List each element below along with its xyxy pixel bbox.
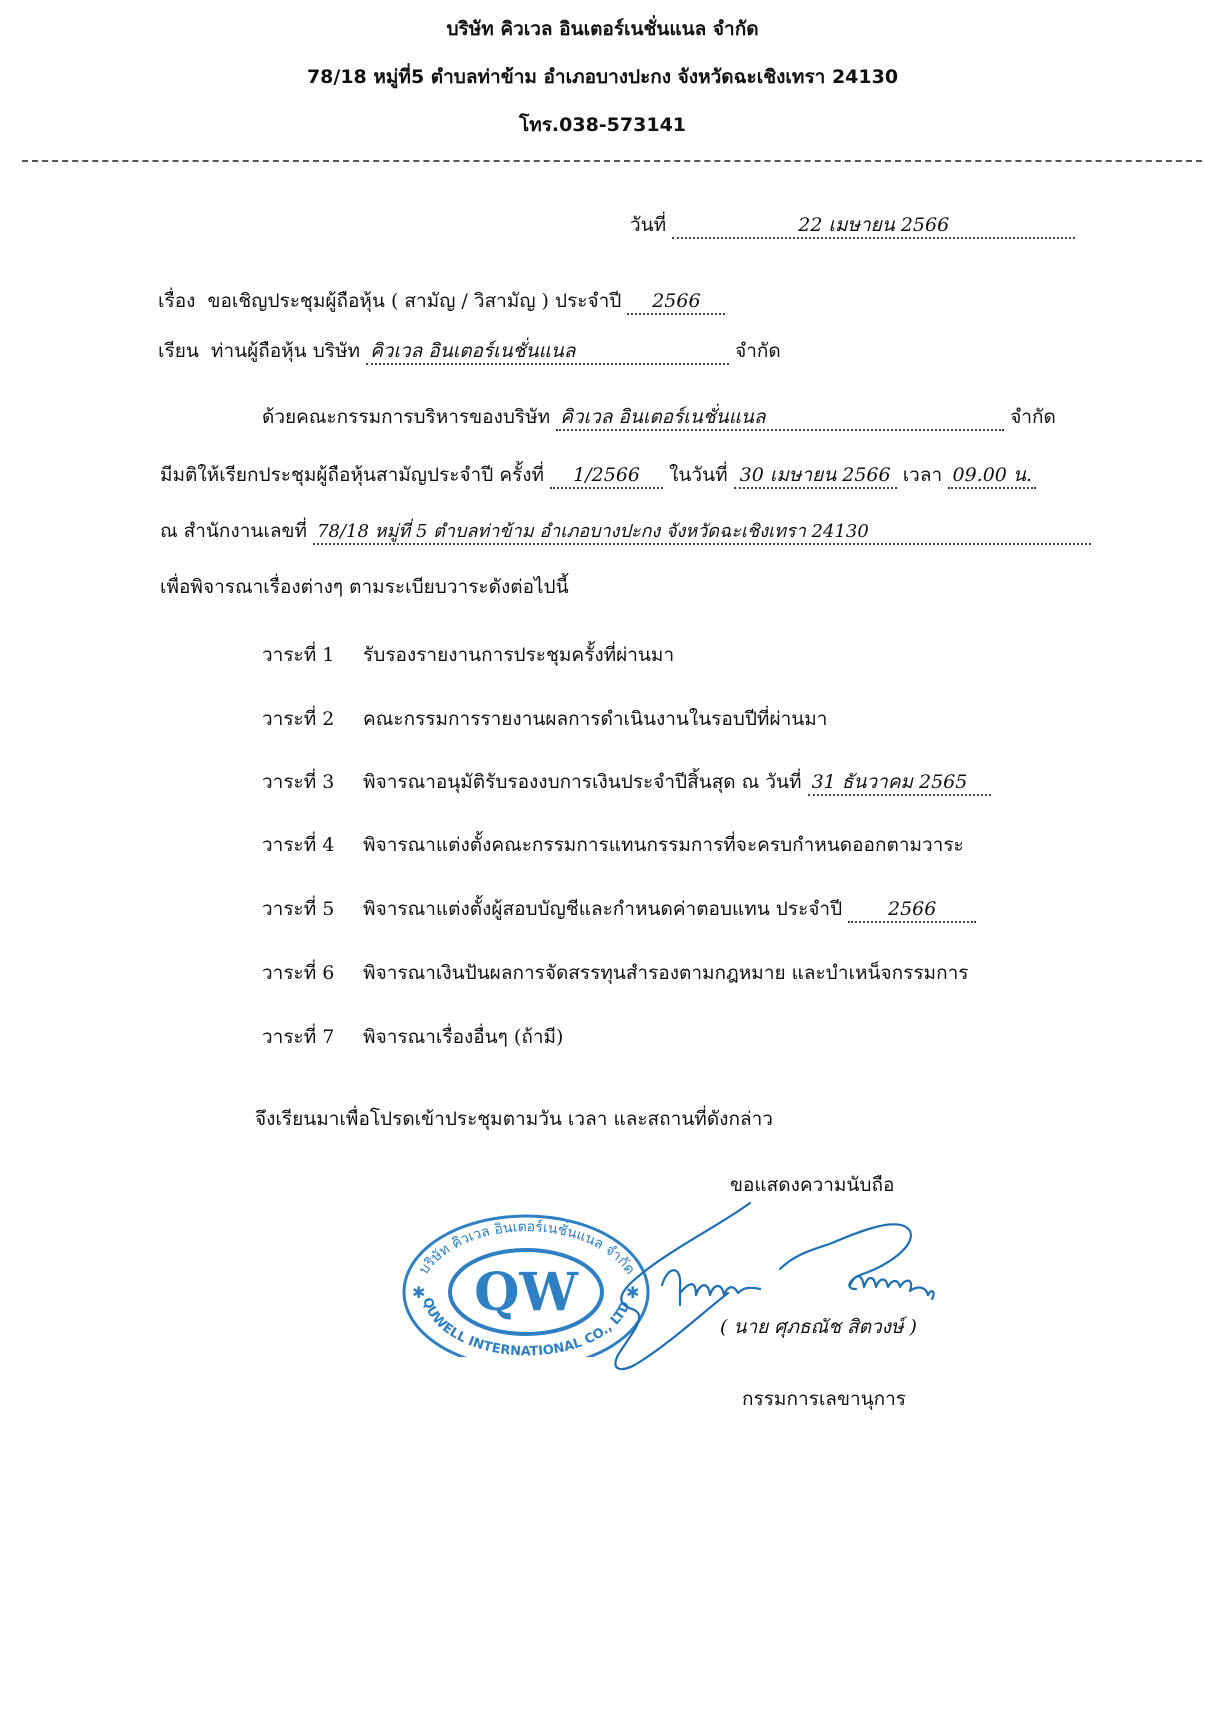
agenda-item — [262, 830, 964, 860]
body-line-1-suffix: จำกัด — [1010, 406, 1056, 428]
subject-year: 2566 — [627, 291, 725, 315]
meeting-date-label: ในวันที่ — [669, 464, 728, 486]
agenda-label: วาระที่ 2 — [262, 708, 335, 730]
regards-line: ขอแสดงความนับถือ — [730, 1174, 895, 1196]
agenda-label: วาระที่ 6 — [262, 962, 335, 984]
salutation-line — [158, 336, 781, 366]
date-value: 22 เมษายน 2566 — [672, 215, 1075, 239]
agenda-text: พิจารณาแต่งตั้งผู้สอบบัญชีและกำหนดค่าตอบแทน ประจำปี — [363, 898, 843, 920]
agenda-text: คณะกรรมการรายงานผลการดำเนินงานในรอบปีที่ผ่านมา — [363, 708, 828, 730]
agenda-item — [262, 767, 991, 797]
agenda-label: วาระที่ 5 — [262, 898, 335, 920]
date-label: วันที่ — [630, 214, 667, 236]
agenda-text: พิจารณาแต่งตั้งคณะกรรมการแทนกรรมการที่จะครบกำหนดออกตามวาระ — [363, 834, 964, 856]
agenda-text: พิจารณาเงินปันผลการจัดสรรทุนสำรองตามกฎหมาย และบำเหน็จกรรมการ — [363, 962, 969, 984]
signature-graphic — [610, 1195, 990, 1385]
body-line-2-text: มีมติให้เรียกประชุมผู้ถือหุ้นสามัญประจำปี ครั้งที่ — [160, 464, 545, 486]
subject-line — [158, 286, 725, 316]
body-line-3 — [160, 516, 1091, 546]
body-line-3-text: ณ สำนักงานเลขที่ — [160, 520, 308, 542]
agenda-item — [262, 1022, 563, 1052]
meeting-time-label: เวลา — [902, 464, 943, 486]
agenda-label: วาระที่ 7 — [262, 1026, 335, 1048]
agenda-text: รับรองรายงานการประชุมครั้งที่ผ่านมา — [363, 644, 675, 666]
salutation-company: คิวเวล อินเตอร์เนชั่นแนล — [366, 341, 729, 365]
signatory-title: กรรมการเลขานุการ — [742, 1388, 906, 1410]
salutation-suffix: จำกัด — [735, 340, 781, 362]
body-line-1 — [262, 402, 1056, 432]
meeting-date: 30 เมษายน 2566 — [734, 465, 897, 489]
salutation-text: ท่านผู้ถือหุ้น บริษัท — [210, 340, 361, 362]
closing-line: จึงเรียนมาเพื่อโปรดเข้าประชุมตามวัน เวลา และสถานที่ดังกล่าว — [255, 1108, 773, 1130]
company-phone: โทร.038-573141 — [518, 114, 687, 136]
body-line-4: เพื่อพิจารณาเรื่องต่างๆ ตามระเบียบวาระดังต่อไปนี้ — [160, 576, 569, 598]
body-line-1-text: ด้วยคณะกรรมการบริหารของบริษัท — [262, 406, 551, 428]
agenda-item — [262, 640, 674, 670]
agenda-label: วาระที่ 4 — [262, 834, 335, 856]
svg-text:✱: ✱ — [412, 1283, 426, 1302]
date-line — [630, 210, 1075, 240]
agenda-item — [262, 894, 976, 924]
agenda-fill: 31 ธันวาคม 2565 — [808, 772, 991, 796]
agenda-text: พิจารณาอนุมัติรับรองงบการเงินประจำปีสิ้นสุด ณ วันที่ — [363, 771, 802, 793]
svg-text:✱: ✱ — [626, 1283, 640, 1302]
agenda-item — [262, 704, 827, 734]
body-line-1-company: คิวเวล อินเตอร์เนชั่นแนล — [556, 407, 1004, 431]
body-line-2 — [160, 460, 1036, 490]
signature — [610, 1195, 990, 1385]
subject-label: เรื่อง — [158, 290, 196, 312]
svg-text:QUWELL INTERNATIONAL CO., LTD.: QUWELL INTERNATIONAL CO., LTD — [419, 1295, 634, 1357]
meeting-time: 09.00 น. — [948, 465, 1036, 489]
subject-text: ขอเชิญประชุมผู้ถือหุ้น ( สามัญ / วิสามัญ ) ประจำปี — [207, 290, 622, 312]
meeting-address: 78/18 หมู่ที่ 5 ตำบลท่าข้าม อำเภอบางปะกง จังหวัดฉะเชิงเทรา 24130 — [313, 522, 1091, 545]
company-name: บริษัท คิวเวล อินเตอร์เนชั่นแนล จำกัด — [446, 18, 759, 40]
header-divider — [22, 160, 1202, 162]
agenda-text: พิจารณาเรื่องอื่นๆ (ถ้ามี) — [363, 1026, 564, 1048]
meeting-session: 1/2566 — [550, 465, 663, 489]
svg-text:QW: QW — [474, 1262, 578, 1323]
agenda-label: วาระที่ 1 — [262, 644, 335, 666]
agenda-fill: 2566 — [848, 899, 976, 923]
agenda-label: วาระที่ 3 — [262, 771, 335, 793]
company-address: 78/18 หมู่ที่5 ตำบลท่าข้าม อำเภอบางปะกง จังหวัดฉะเชิงเทรา 24130 — [306, 66, 899, 88]
svg-text:บริษัท คิวเวล อินเตอร์เนชั่นแน: บริษัท คิวเวล อินเตอร์เนชั่นแนล จำกัด — [416, 1219, 638, 1278]
agenda-item — [262, 958, 968, 988]
salutation-label: เรียน — [158, 340, 199, 362]
signatory-name: ( นาย ศุภธณัช สิตวงษ์ ) — [720, 1316, 917, 1338]
